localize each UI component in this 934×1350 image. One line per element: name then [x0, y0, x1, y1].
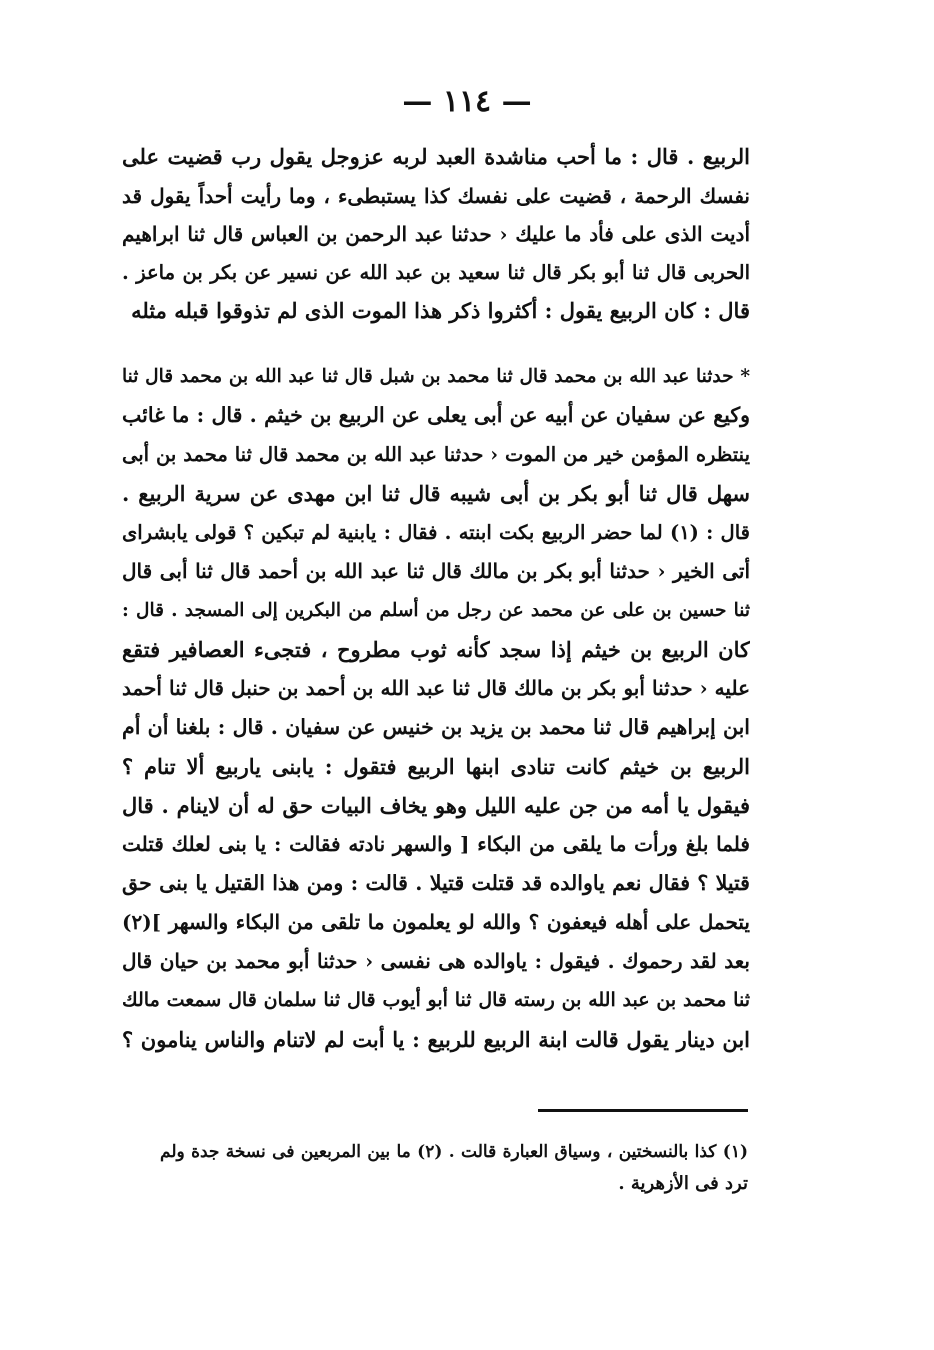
text-line: الربيع بن خيثم كانت تنادى ابنها الربيع فتقول : يابنى ياربيع ألا تنام ؟: [122, 754, 750, 779]
text-line: ثنا حسين بن على عن محمد عن رجل من أسلم من البكرين إلى المسجد . قال :: [122, 600, 750, 621]
text-line: قال : (١) لما حضر الربيع بكت ابنته . فقال : يابنية لم تبكين ؟ قولى يابشراى: [122, 521, 750, 544]
paragraph-2: [122, 357, 750, 1059]
paragraph-1: [122, 138, 750, 331]
text-line: فلما بلغ ورأت ما يلقى من البكاء [ والسهر نادته فقالت : يا بنى لعلك قتلت: [122, 832, 750, 856]
text-line: سهل قال ثنا أبو بكر بن أبى شيبه قال ثنا ابن مهدى عن سرية الربيع .: [122, 481, 750, 506]
text-line: يتحمل على أهله فيعفون ؟ والله لو يعلمون ما تلقى من البكاء والسهر ](٢): [122, 910, 750, 934]
text-line: أتى الخير ‹ حدثنا أبو بكر بن مالك قال ثنا عبد الله بن أحمد قال ثنا أبى قال: [122, 559, 750, 583]
text-line: ابن إبراهيم قال ثنا محمد بن يزيد بن خنيس عن سفيان . قال : بلغنا أن أم: [122, 715, 750, 739]
footnotes: [160, 1136, 748, 1200]
text-line: ثنا محمد بن عبد الله بن رسته قال ثنا أبو أيوب قال ثنا سلمان قال سمعت مالك: [122, 989, 750, 1011]
text-line: ينتظره المؤمن خير من الموت ‹ حدثنا عبد الله بن محمد قال ثنا محمد بن أبى: [122, 443, 750, 466]
text-line: نفسك الرحمة ، قضيت على نفسك كذا يستبطىء ، وما رأيت أحداً يقول قد: [122, 183, 750, 208]
text-line: الحربى قال ثنا أبو بكر قال ثنا سعيد بن عبد الله عن نسير عن بكر بن ماعز .: [122, 260, 750, 284]
text-line: * حدثنا عبد الله بن محمد قال ثنا محمد بن شبل قال ثنا عبد الله بن محمد قال ثنا: [122, 366, 750, 387]
text-line: بعد لقد رحموك . فيقول : ياوالده هى نفسى ‹ حدثنا أبو محمد بن حيان قال: [122, 949, 750, 973]
footnote-divider: [538, 1109, 748, 1112]
text-line: وكيع عن سفيان عن أبيه عن أبى يعلى عن الربيع بن خيثم . قال : ما غائب: [122, 403, 750, 427]
footnote-line: ترد فى الأزهرية .: [618, 1173, 748, 1194]
text-line: أديت الذى على فأد ما عليك ‹ حدثنا عبد الرحمن بن العباس قال ثنا ابراهيم: [122, 222, 750, 246]
text-line: الربيع . قال : ما أحب مناشدة العبد لربه عزوجل يقول رب قضيت على: [122, 144, 750, 169]
text-line: ابن دينار يقول قالت ابنة الربيع للربيع : يا أبت لم لاتنام والناس ينامون ؟: [122, 1027, 750, 1052]
page-number: — ١١٤ —: [402, 84, 532, 119]
text-line: قتيلا ؟ فقال نعم ياوالده قد قتلت قتيلا . قالت : ومن هذا القتيل يا بنى حق: [122, 871, 750, 895]
text-line: فيقول يا أمه من جن عليه الليل وهو يخاف البيات حق له أن لاينام . قال: [122, 793, 750, 818]
footnote-line: (١) كذا بالنسختين ، وسياق العبارة قالت . (٢) ما بين المربعين فى نسخة جدة ولم: [160, 1142, 748, 1162]
text-line: عليه ‹ حدثنا أبو بكر بن مالك قال ثنا عبد الله بن أحمد بن حنبل قال ثنا أحمد: [122, 676, 750, 700]
text-line: قال : كان الربيع يقول : أكثروا ذكر هذا الموت الذى لم تذوقوا قبله مثله: [131, 298, 750, 323]
text-line: كان الربيع بن خيثم إذا سجد كأنه ثوب مطروح ، فتجىء العصافير فتقع: [122, 637, 750, 662]
